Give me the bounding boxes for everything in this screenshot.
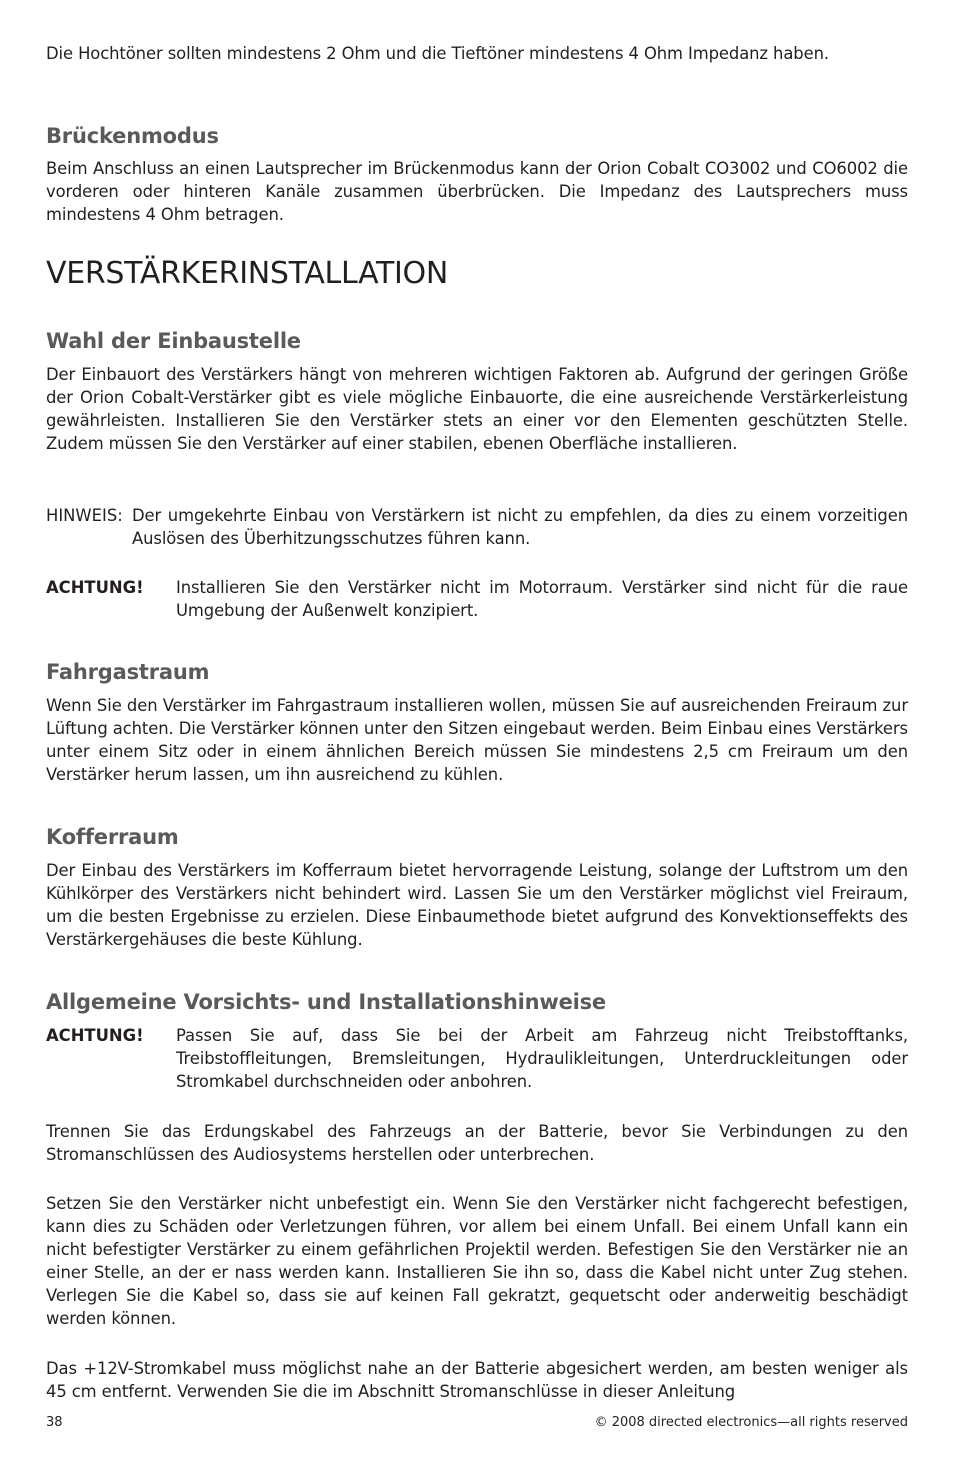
warning-label: ACHTUNG!	[46, 578, 144, 597]
warning-text: Installieren Sie den Verstärker nicht im Motorraum. Verstärker sind nicht für die raue Umgebung der Außenwelt konzipiert.	[176, 578, 908, 620]
page-footer	[46, 1414, 908, 1432]
bridge-heading: Brückenmodus	[46, 124, 219, 148]
copyright-notice: © 2008 directed electronics—all rights reserved	[594, 1415, 908, 1430]
cabin-paragraph: Wenn Sie den Verstärker im Fahrgastraum installieren wollen, müssen Sie auf ausreichenden Freiraum zur Lüftung achten. Die Verstärker können unter den Sitzen eingebaut werden. Beim Einbau eines Verstärkers unter einem Sitz oder in einem ähnlichen Bereich müssen Sie mindestens 2,5 cm Freiraum um den Verstärker herum lassen, um ihn ausreichend zu kühlen.	[46, 696, 908, 784]
general-heading: Allgemeine Vorsichts- und Installationshinweise	[46, 990, 606, 1014]
page-number: 38	[46, 1415, 63, 1430]
trunk-paragraph: Der Einbau des Verstärkers im Kofferraum bietet hervorragende Leistung, solange der Luftstrom um den Kühlkörper des Verstärkers nicht behindert wird. Lassen Sie um den Verstärker möglichst viel Freiraum, um die besten Ergebnisse zu erzielen. Diese Einbaumethode bietet aufgrund des Konvektionseffekts des Verstärkergehäuses die beste Kühlung.	[46, 861, 908, 949]
general-paragraph-1: Trennen Sie das Erdungskabel des Fahrzeugs an der Batterie, bevor Sie Verbindungen zu den Stromanschlüssen des Audiosystems herstellen oder unterbrechen.	[46, 1122, 908, 1164]
cabin-heading: Fahrgastraum	[46, 660, 210, 684]
general-paragraph-2: Setzen Sie den Verstärker nicht unbefestigt ein. Wenn Sie den Verstärker nicht fachgerecht befestigen, kann dies zu Schäden oder Verletzungen führen, vor allem bei einem Unfall. Bei einem Unfall kann ein nicht befestigter Verstärker zu einem gefährlichen Projektil werden. Befestigen Sie den Verstärker nie an einer Stelle, an der er nass werden kann. Installieren Sie ihn so, dass die Kabel nicht unter Zug stehen. Verlegen Sie die Kabel so, dass sie auf keinen Fall gekratzt, gequetscht oder anderweitig beschädigt werden können.	[46, 1194, 908, 1328]
hint-label: HINWEIS:	[46, 506, 123, 525]
general-paragraph-3: Das +12V-Stromkabel muss möglichst nahe an der Batterie abgesichert werden, am besten weniger als 45 cm entfernt. Verwenden Sie die im Abschnitt Stromanschlüsse in dieser Anleitung	[46, 1359, 908, 1401]
general-warning	[46, 1024, 908, 1093]
location-heading: Wahl der Einbaustelle	[46, 329, 301, 353]
engine-warning	[46, 576, 908, 622]
bridge-paragraph: Beim Anschluss an einen Lautsprecher im Brückenmodus kann der Orion Cobalt CO3002 und CO6002 die vorderen oder hinteren Kanäle zusammen überbrücken. Die Impedanz des Lautsprechers muss mindestens 4 Ohm betragen.	[46, 159, 908, 224]
intro-paragraph: Die Hochtöner sollten mindestens 2 Ohm und die Tieftöner mindestens 4 Ohm Impedanz haben.	[46, 44, 829, 63]
location-paragraph: Der Einbauort des Verstärkers hängt von mehreren wichtigen Faktoren ab. Aufgrund der geringen Größe der Orion Cobalt-Verstärker gibt es viele mögliche Einbauorte, die eine ausreichende Verstärkerleistung gewährleisten. Installieren Sie den Verstärker stets an einer vor den Elementen geschützten Stelle. Zudem müssen Sie den Verstärker auf einer stabilen, ebenen Oberfläche installieren.	[46, 365, 908, 453]
warning-label: ACHTUNG!	[46, 1026, 144, 1045]
hint-note	[46, 504, 908, 550]
warning-text: Passen Sie auf, dass Sie bei der Arbeit am Fahrzeug nicht Treibstofftanks, Treibstoffleitungen, Bremsleitungen, Hydraulikleitungen, Unterdruckleitungen oder Stromkabel durchschneiden oder anbohren.	[176, 1026, 908, 1091]
hint-text: Der umgekehrte Einbau von Verstärkern ist nicht zu empfehlen, da dies zu einem vorzeitigen Auslösen des Überhitzungsschutzes führen kann.	[132, 506, 908, 548]
trunk-heading: Kofferraum	[46, 825, 179, 849]
main-title: VERSTÄRKERINSTALLATION	[46, 256, 448, 291]
